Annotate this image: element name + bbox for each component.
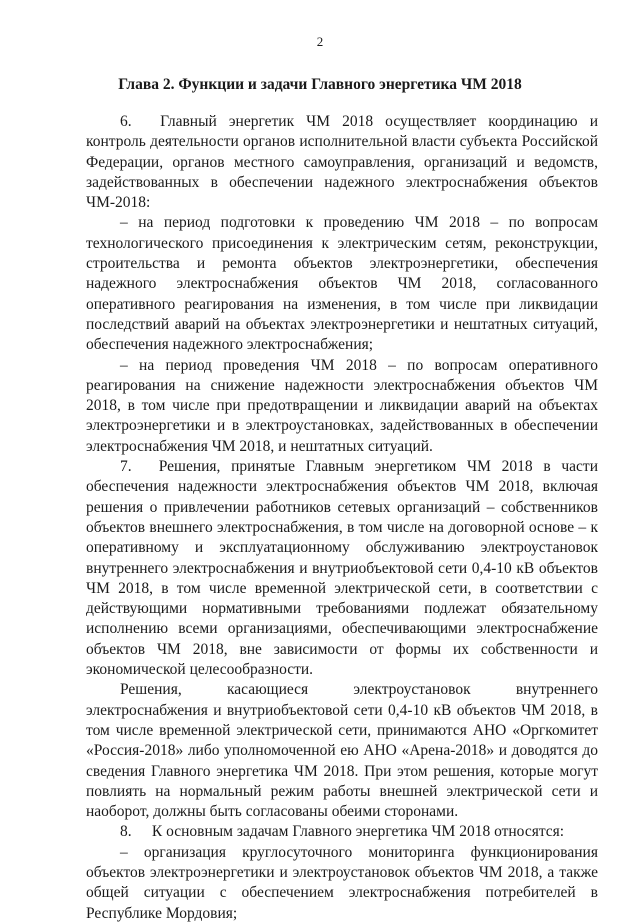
paragraph-number: 7.	[120, 458, 132, 476]
paragraph-decisions	[86, 680, 598, 822]
paragraph-text: Решения, принятые Главным энергетиком ЧМ 2018 в части обеспечения надежности электроснабжения объектов ЧМ 2018, включая решения о привлечении работников сетевых организаций – собственников объектов внешнего электроснабжения, в том числе на договорной основе – к оперативному и эксплуатационному обслуживанию электроустановок внутреннего электроснабжения и внутриобъектовой сети 0,4-10 кВ объектов ЧМ 2018, в том числе временной электрической сети, в соответствии с действующими нормативными требованиями подлежат обязательному исполнению всеми организациями, обеспечивающими электроснабжение объектов ЧМ 2018, вне зависимости от формы их собственности и экономической целесообразности.	[86, 458, 599, 679]
paragraph-text: Решения, касающиеся электроустановок внутреннего электроснабжения и внутриобъектовой сети 0,4-10 кВ объектов ЧМ 2018, в том числе временной электрической сети, принимаются АНО «Оргкомитет «Россия-2018» либо уполномоченной ею АНО «Арена-2018» и доводятся до сведения Главного энергетика ЧМ 2018. При этом решения, которые могут повлиять на нормальный режим работы внешней электрической сети и наоборот, должны быть согласованы обеими сторонами.	[86, 681, 598, 821]
paragraph-8	[86, 822, 598, 842]
paragraph-number: 6.	[120, 113, 132, 130]
paragraph-text: – на период проведения ЧМ 2018 – по вопросам оперативного реагирования на снижение надежности электроснабжения объектов ЧМ 2018, в том числе при предотвращении и ликвидации аварий на объектах электроэнергетики и в электроустановках, задействованных в обеспечении электроснабжения ЧМ 2018, и нештатных ситуаций.	[86, 356, 598, 455]
paragraph-7	[86, 457, 598, 680]
list-item-preparation-period	[86, 213, 598, 355]
page-number: 2	[316, 34, 324, 49]
list-item-monitoring	[86, 843, 598, 924]
paragraph-text: Главный энергетик ЧМ 2018 осуществляет координацию и контроль деятельности органов исполнительной власти субъекта Российской Федерации, органов местного самоуправления, организаций и ведомств, задействованных в обеспечении надежного электроснабжения объектов ЧМ-2018:	[86, 113, 598, 212]
paragraph-text: К основным задачам Главного энергетика ЧМ 2018 относятся:	[151, 823, 565, 841]
chapter-heading: Глава 2. Функции и задачи Главного энергетика ЧМ 2018	[118, 76, 522, 93]
paragraph-6	[86, 112, 598, 213]
paragraph-number: 8.	[120, 823, 132, 841]
document-body	[86, 112, 598, 924]
paragraph-text: – на период подготовки к проведению ЧМ 2018 – по вопросам технологического присоединения к электрическим сетям, реконструкции, строительства и ремонта объектов электроэнергетики, обеспечения надежного электроснабжения объектов ЧМ 2018, согласованного оперативного реагирования на изменения, в том числе при ликвидации последствий аварий на объектах электроэнергетики и нештатных ситуаций, обеспечения надежного электроснабжения;	[86, 214, 598, 354]
list-item-event-period	[86, 356, 598, 457]
paragraph-text: – организация круглосуточного мониторинга функционирования объектов электроэнергетики и электроустановок объектов ЧМ 2018, а также общей ситуации с обеспечением электроснабжения потребителей в Республике Мордовия;	[86, 843, 598, 922]
